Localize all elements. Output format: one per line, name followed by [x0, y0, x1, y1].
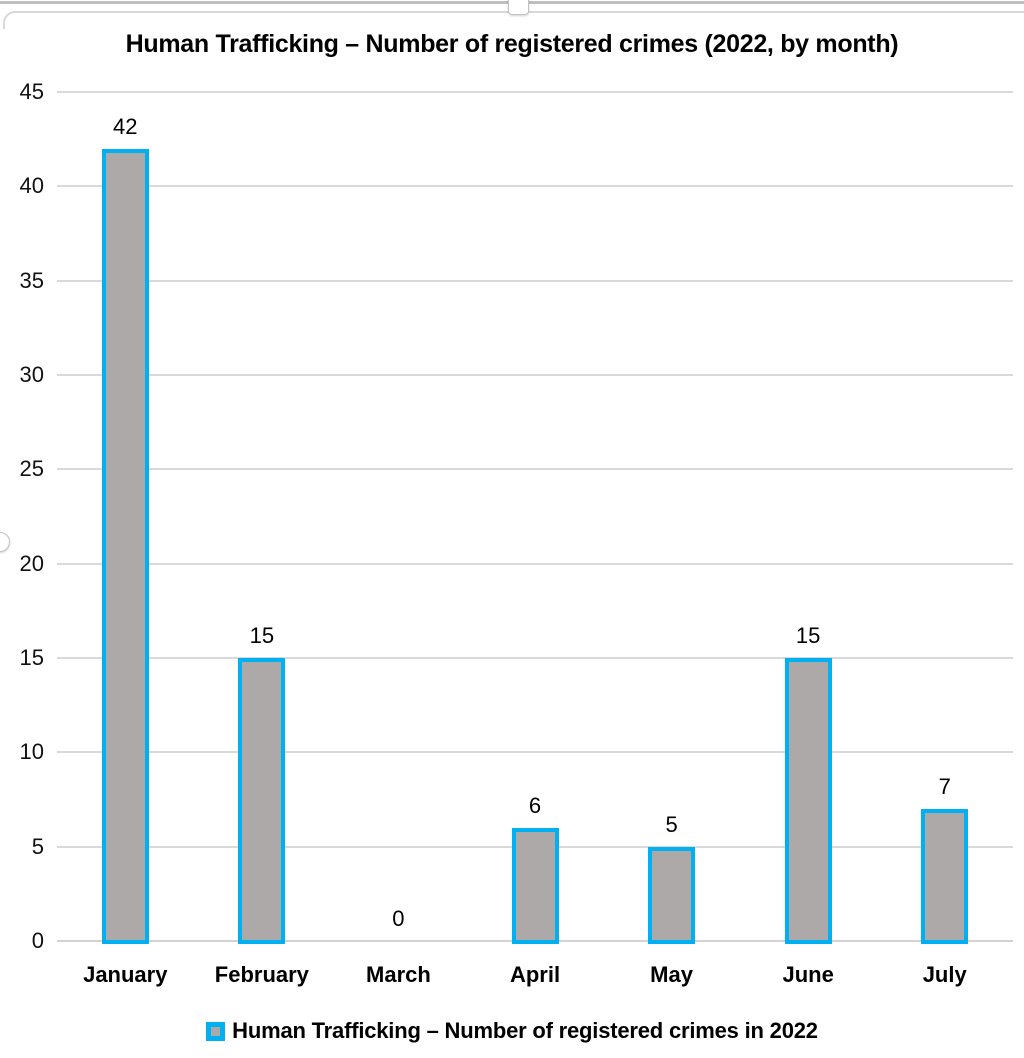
y-axis-tick-label: 45	[19, 79, 44, 104]
y-axis-tick-label: 35	[19, 267, 44, 293]
data-label: 0	[392, 906, 405, 931]
chart-resize-handle-top-icon[interactable]	[508, 0, 529, 15]
x-axis-category-label: July	[922, 962, 967, 987]
y-axis-tick-label: 15	[19, 645, 44, 670]
gridline	[57, 91, 1013, 93]
bar-june[interactable]	[785, 658, 832, 944]
data-label: 15	[249, 623, 275, 648]
y-axis-tick-label: 30	[19, 362, 44, 387]
x-axis-category-label: May	[650, 962, 693, 987]
gridline	[57, 468, 1013, 470]
bar-january[interactable]	[102, 149, 149, 944]
data-label: 15	[795, 623, 821, 648]
y-axis-tick-label: 40	[19, 173, 44, 199]
data-label: 7	[938, 773, 951, 799]
gridline	[57, 751, 1013, 753]
gridline	[57, 185, 1013, 187]
legend-series-label: Human Trafficking – Number of registered crimes in 2022	[232, 1018, 818, 1043]
bar-may[interactable]	[648, 847, 695, 944]
data-label: 6	[528, 792, 542, 818]
data-label: 5	[665, 811, 678, 837]
x-axis-category-label: April	[509, 962, 561, 987]
gridline	[57, 280, 1013, 282]
x-axis-category-label: June	[782, 962, 834, 987]
gridline	[57, 657, 1013, 659]
bar-july[interactable]	[921, 809, 968, 944]
legend[interactable]	[0, 1018, 1024, 1044]
gridline	[57, 563, 1013, 565]
y-axis-tick-label: 25	[19, 456, 44, 482]
y-axis-tick-label: 20	[19, 550, 44, 576]
x-axis-category-label: January	[83, 962, 168, 987]
data-label: 42	[113, 113, 138, 139]
y-axis-tick-label: 0	[31, 928, 44, 953]
x-axis-category-label: February	[214, 962, 309, 987]
y-axis-tick-label: 10	[19, 739, 44, 765]
legend-series-marker-icon	[206, 1022, 225, 1041]
gridline	[57, 374, 1013, 376]
chart-title[interactable]: Human Trafficking – Number of registered crimes (2022, by month)	[125, 30, 899, 58]
y-axis-tick-label: 5	[31, 833, 44, 859]
bar-april[interactable]	[512, 828, 559, 944]
bar-february[interactable]	[238, 658, 285, 944]
x-axis-category-label: March	[366, 962, 431, 987]
